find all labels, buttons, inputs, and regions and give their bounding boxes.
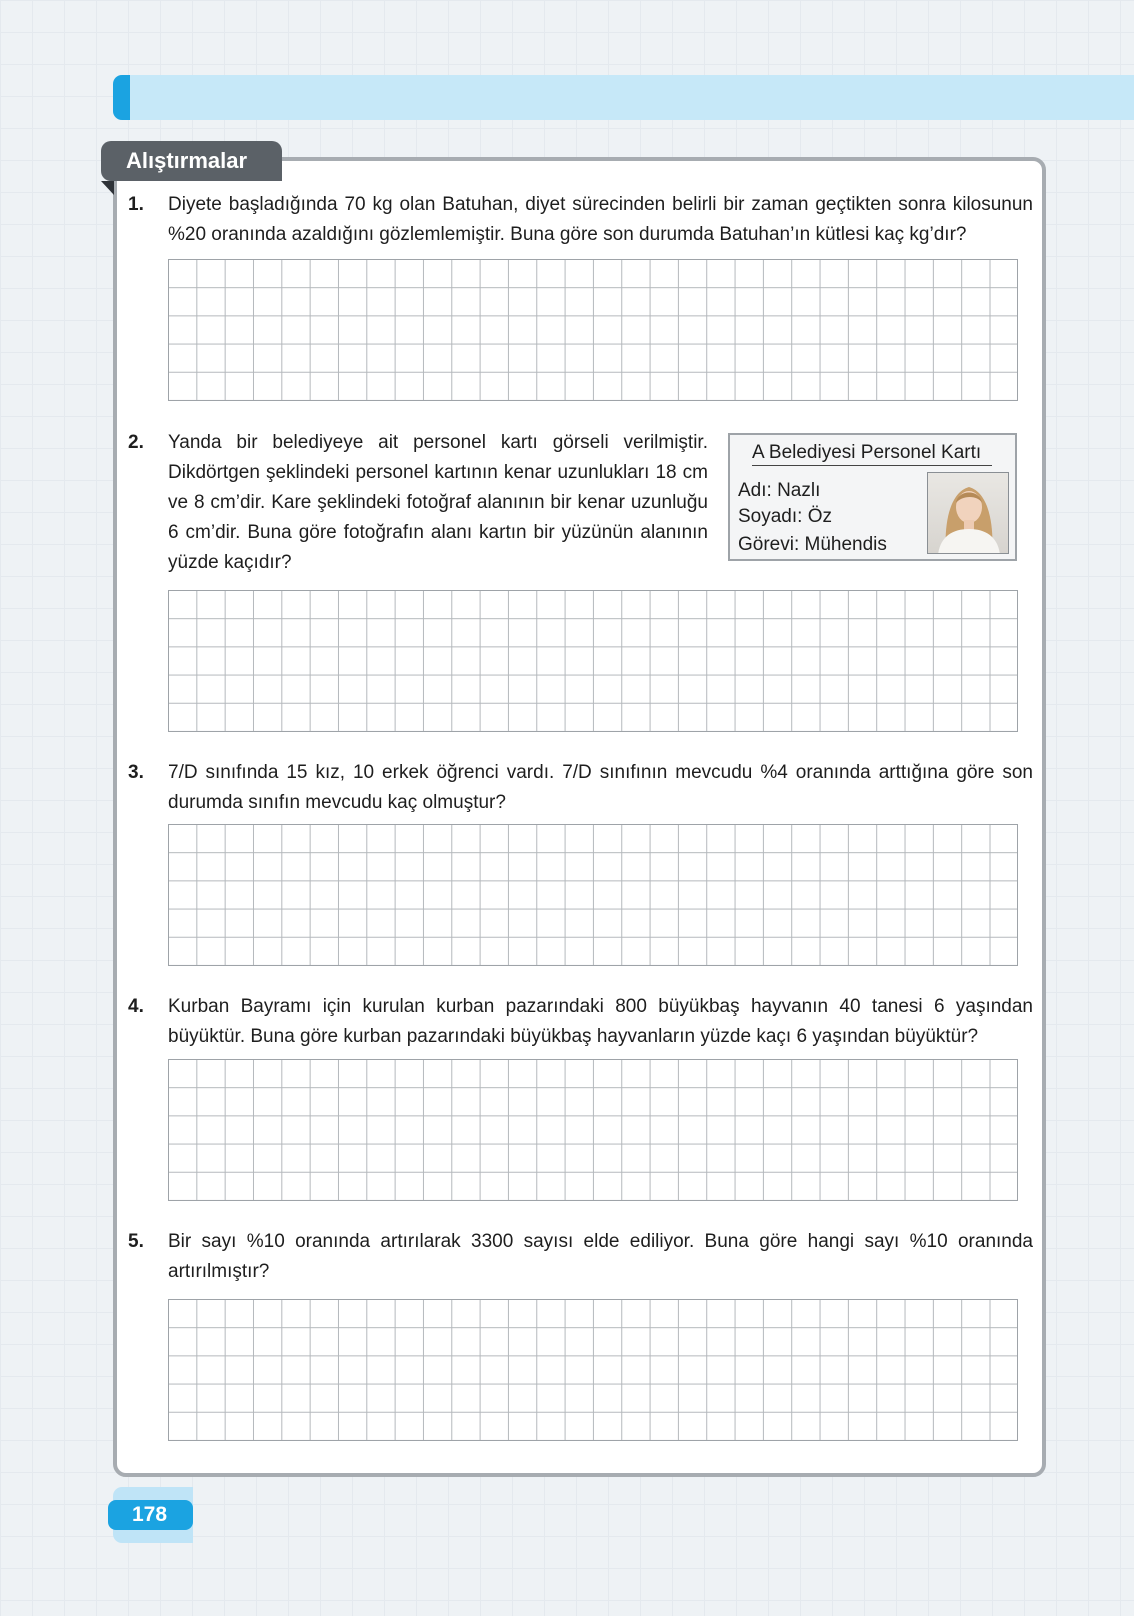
portrait-image [928,473,1009,554]
card-surname: Soyadı: Öz [738,506,832,527]
question-4-number: 4. [128,996,144,1017]
question-4-text: Kurban Bayramı için kurulan kurban pazarındaki 800 büyükbaş hayvanın 40 tanesi 6 yaşından büyüktür. Buna göre kurban pazarındaki büyükbaş hayvanların yüzde kaçı 6 yaşından büyüktür? [168,996,1033,1047]
answer-grid-1[interactable] [168,259,1018,401]
question-3 [128,758,1033,818]
page-number: 178 [108,1500,193,1530]
question-3-text: 7/D sınıfında 15 kız, 10 erkek öğrenci vardı. 7/D sınıfının mevcudu %4 oranında arttığına göre son durumda sınıfın mevcudu kaç olmuştur? [168,762,1033,813]
section-title: Alıştırmalar [101,141,282,181]
question-5-text: Bir sayı %10 oranında artırılarak 3300 sayısı elde ediliyor. Buna göre hangi sayı %10 oranında artırılmıştır? [168,1231,1033,1282]
card-title: A Belediyesi Personel Kartı [752,441,992,466]
question-1-number: 1. [128,194,144,215]
question-3-number: 3. [128,762,144,783]
question-5-number: 5. [128,1231,144,1252]
answer-grid-4[interactable] [168,1059,1018,1201]
section-tab-fold [101,181,114,195]
card-role: Görevi: Mühendis [738,534,887,555]
card-name: Adı: Nazlı [738,480,821,501]
answer-grid-5[interactable] [168,1299,1018,1441]
question-4 [128,992,1033,1052]
question-1-text: Diyete başladığında 70 kg olan Batuhan, diyet sürecinden belirli bir zaman geçtikten sonra kilosunun %20 oranında azaldığını gözlemlemiştir. Buna göre son durumda Batuhan’ın kütlesi kaç kg’dır? [168,194,1033,245]
personnel-card [728,433,1017,561]
question-2-text: Yanda bir belediyeye ait personel kartı görseli verilmiştir. Dikdörtgen şeklindeki personel kartının kenar uzunlukları 18 cm ve 8 cm’dir. Kare şeklindeki fotoğraf alanının bir kenar uzunluğu 6 cm’dir. Buna göre fotoğrafın alanı kartın bir yüzünün alanının yüzde kaçıdır? [168,432,708,573]
header-band-accent [113,75,130,120]
question-1 [128,190,1033,250]
answer-grid-2[interactable] [168,590,1018,732]
question-5 [128,1227,1033,1287]
question-2-number: 2. [128,432,144,453]
card-photo [927,472,1009,554]
answer-grid-3[interactable] [168,824,1018,966]
header-band [113,75,1134,120]
